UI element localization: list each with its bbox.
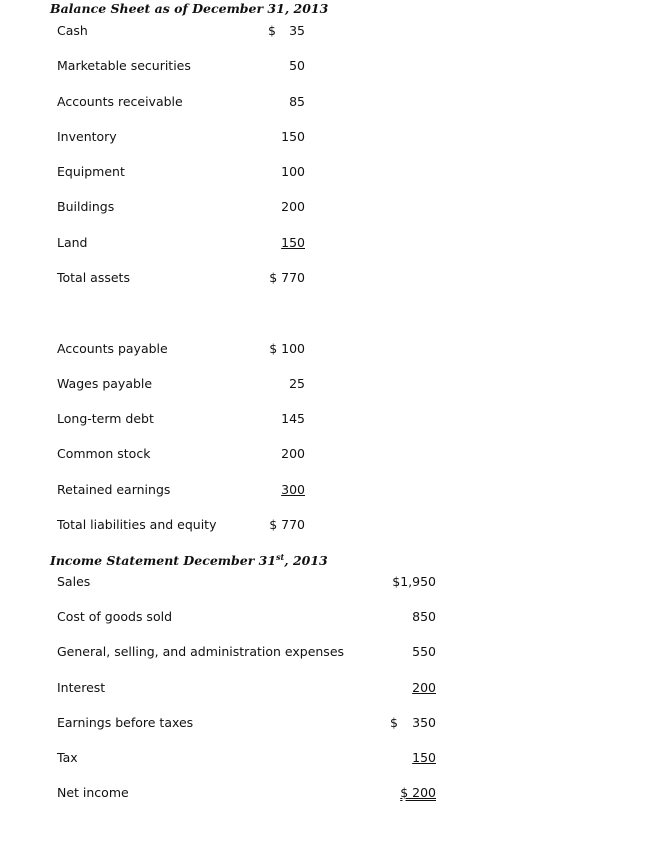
line-item-label: Marketable securities xyxy=(57,58,191,73)
total-assets-value: $ 770 xyxy=(269,270,305,285)
total-liabilities-equity-value: $ 770 xyxy=(269,517,305,532)
balance-sheet-heading: Balance Sheet as of December 31, 2013 xyxy=(50,1,329,16)
line-item-label: Earnings before taxes xyxy=(57,715,194,730)
line-item-label: Cash xyxy=(57,23,88,38)
line-item-label: General, selling, and administration expenses xyxy=(57,644,345,659)
heading-year: , 2013 xyxy=(284,553,328,569)
line-item-value: 85 xyxy=(289,94,305,109)
total-label: Total assets xyxy=(57,270,130,285)
heading-ordinal-suffix: st xyxy=(276,552,285,562)
line-item-label: Wages payable xyxy=(57,376,153,391)
line-item-label: Buildings xyxy=(57,199,115,214)
line-item-value: $ 100 xyxy=(269,341,305,356)
line-item-value: 200 xyxy=(281,199,305,214)
line-item-value: 150 xyxy=(281,129,305,144)
line-item-label: Interest xyxy=(57,680,106,695)
line-item-value: 145 xyxy=(281,411,305,426)
total-label: Total liabilities and equity xyxy=(57,517,217,532)
line-item-value: 200 xyxy=(281,446,305,461)
heading-text: Income Statement December 31 xyxy=(50,553,277,569)
line-item-value: 150 xyxy=(412,750,436,765)
line-item-value: 850 xyxy=(412,609,436,624)
line-item-value: 150 xyxy=(281,235,305,250)
line-item-value: 200 xyxy=(412,680,436,695)
line-item-value: 350 xyxy=(412,715,436,730)
net-income-value: $ 200 xyxy=(400,785,436,800)
net-income-label: Net income xyxy=(57,785,129,800)
line-item-value: 300 xyxy=(281,482,305,497)
line-item-label: Retained earnings xyxy=(57,482,171,497)
line-item-value: 50 xyxy=(289,58,305,73)
line-item-label: Long-term debt xyxy=(57,411,154,426)
line-item-value: 100 xyxy=(281,164,305,179)
line-item-label: Inventory xyxy=(57,129,117,144)
income-statement-heading xyxy=(50,552,328,568)
line-item-label: Common stock xyxy=(57,446,151,461)
line-item-label: Accounts receivable xyxy=(57,94,183,109)
line-item-label: Land xyxy=(57,235,88,250)
line-item-value: 35 xyxy=(289,23,305,38)
line-item-value: 25 xyxy=(289,376,305,391)
line-item-value: $1,950 xyxy=(392,574,436,589)
line-item-label: Tax xyxy=(57,750,78,765)
line-item-label: Accounts payable xyxy=(57,341,168,356)
line-item-label: Sales xyxy=(57,574,91,589)
currency-symbol: $ xyxy=(390,715,398,730)
line-item-label: Cost of goods sold xyxy=(57,609,173,624)
line-item-label: Equipment xyxy=(57,164,125,179)
line-item-value: 550 xyxy=(412,644,436,659)
currency-symbol: $ xyxy=(268,23,276,38)
